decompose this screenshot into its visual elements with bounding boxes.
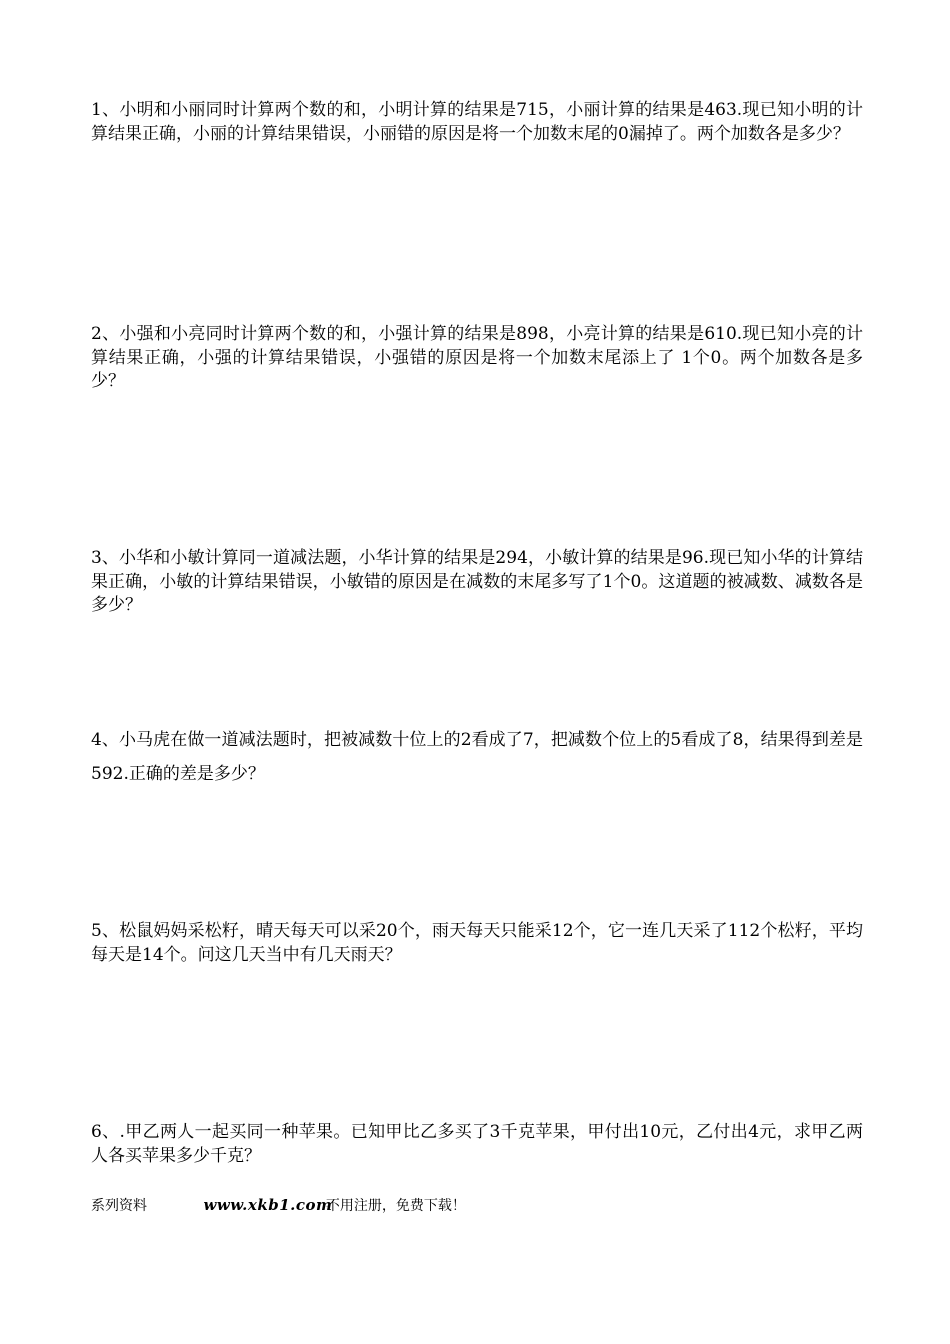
question-5: 5、松鼠妈妈采松籽，晴天每天可以采20个，雨天每天只能采12个，它一连几天采了112个松籽，平均每天是14个。问这几天当中有几天雨天？ <box>91 921 863 965</box>
question-2: 2、小强和小亮同时计算两个数的和，小强计算的结果是898，小亮计算的结果是610.现已知小亮的计算结果正确，小强的计算结果错误，小强错的原因是将一个加数末尾添上了 1个0。两个加数各是多少？ <box>91 324 863 391</box>
question-4: 4、小马虎在做一道减法题时，把被减数十位上的2看成了7，把减数个位上的5看成了8，结果得到差是592.正确的差是多少？ <box>91 730 863 784</box>
footer-site-link[interactable]: www.xkb1.com <box>203 1196 333 1214</box>
footer-label: 系列资料 <box>91 1198 147 1214</box>
page-footer <box>91 1194 466 1217</box>
footer-note: 不用注册，免费下载！ <box>325 1198 466 1214</box>
question-3: 3、小华和小敏计算同一道减法题，小华计算的结果是294，小敏计算的结果是96.现已知小华的计算结果正确，小敏的计算结果错误，小敏错的原因是在减数的末尾多写了1个0。这道题的被减数、减数各是多少？ <box>91 548 863 615</box>
question-6: 6、.甲乙两人一起买同一种苹果。已知甲比乙多买了3千克苹果，甲付出10元，乙付出4元，求甲乙两人各买苹果多少千克？ <box>91 1122 863 1166</box>
question-1: 1、小明和小丽同时计算两个数的和，小明计算的结果是715，小丽计算的结果是463.现已知小明的计算结果正确，小丽的计算结果错误，小丽错的原因是将一个加数末尾的0漏掉了。两个加数各是多少？ <box>91 100 863 144</box>
